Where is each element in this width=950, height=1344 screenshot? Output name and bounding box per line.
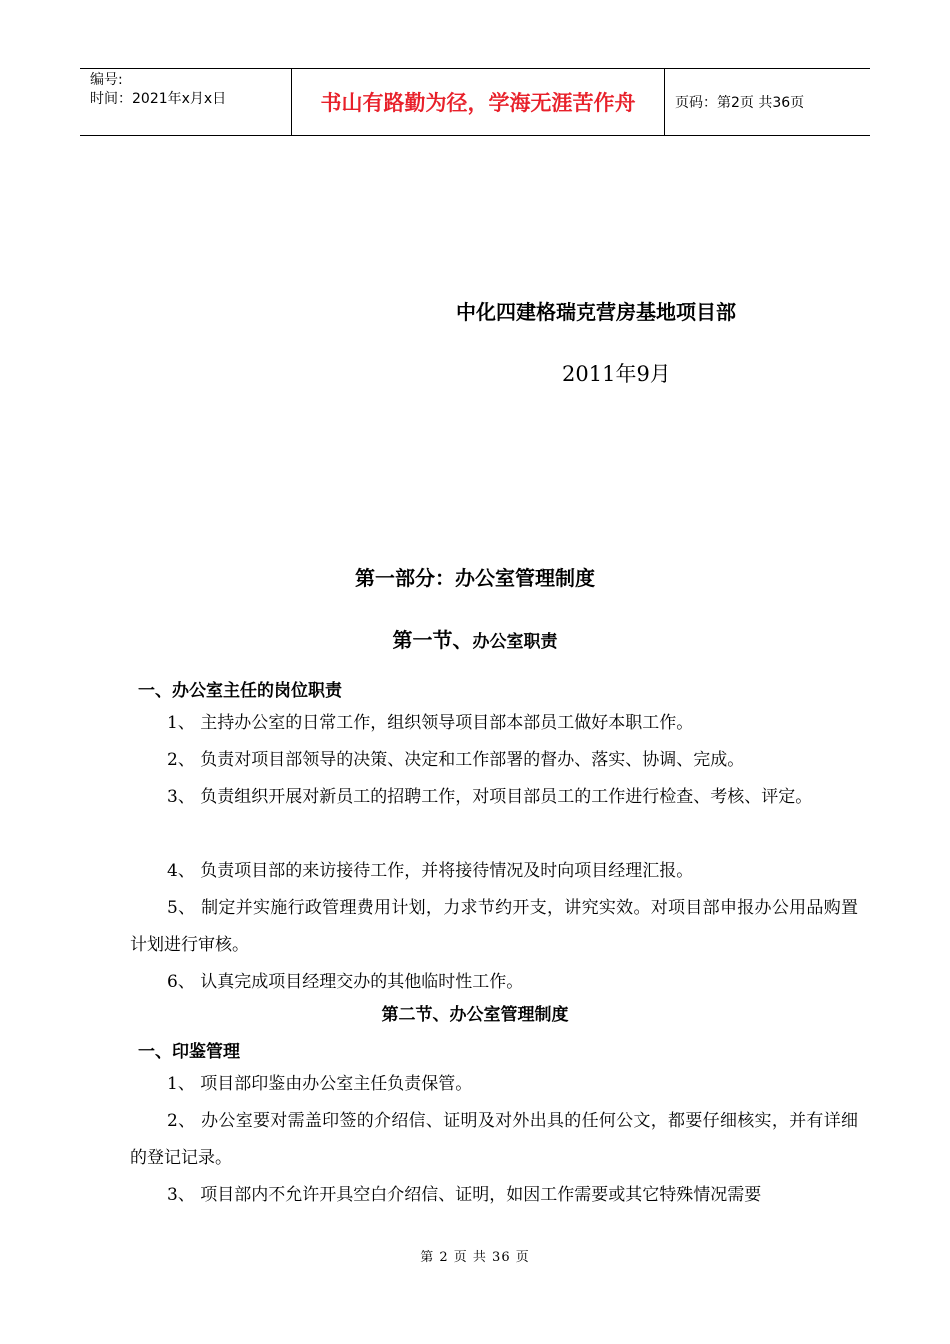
cover-date: 2011年9月 — [562, 362, 671, 386]
section2-item-1: 1、 项目部印鉴由办公室主任负责保管。 — [167, 1074, 473, 1094]
section2-title: 第二节、办公室管理制度 — [381, 1005, 569, 1025]
section1-item-3: 3、 负责组织开展对新员工的招聘工作，对项目部员工的工作进行检查、考核、评定。 — [167, 787, 813, 807]
section1-title-number: 第一节、 — [392, 628, 473, 652]
header-page-info: 页码：第2页 共36页 — [665, 69, 871, 136]
section1-item-4: 4、 负责项目部的来访接待工作，并将接待情况及时向项目经理汇报。 — [167, 861, 694, 881]
section1-item-2: 2、 负责对项目部领导的决策、决定和工作部署的督办、落实、协调、完成。 — [167, 750, 745, 770]
cover-organization: 中化四建格瑞克营房基地项目部 — [456, 300, 736, 324]
section1-item-6: 6、 认真完成项目经理交办的其他临时性工作。 — [167, 972, 524, 992]
page-header — [80, 68, 870, 136]
header-number-label: 编号: — [90, 72, 123, 88]
section1-title — [0, 624, 950, 653]
section1-item-5: 5、 制定并实施行政管理费用计划，力求节约开支，讲究实效。对项目部申报办公用品购置计划进行审核。 — [130, 898, 858, 955]
page-footer: 第 2 页 共 36 页 — [420, 1250, 530, 1265]
section1-subheading: 一、办公室主任的岗位职责 — [138, 681, 342, 701]
section1-title-text: 办公室职责 — [472, 632, 558, 652]
header-meta-cell — [80, 69, 292, 136]
section2-item-3: 3、 项目部内不允许开具空白介绍信、证明，如因工作需要或其它特殊情况需要 — [167, 1185, 762, 1205]
header-time-label: 时间：2021年x月x日 — [90, 91, 227, 107]
header-motto: 书山有路勤为径，学海无涯苦作舟 — [292, 69, 665, 136]
section2-subheading: 一、印鉴管理 — [138, 1042, 240, 1062]
section2-item-2: 2、 办公室要对需盖印签的介绍信、证明及对外出具的任何公文，都要仔细核实，并有详细的登记记录。 — [130, 1111, 858, 1168]
section1-item-1: 1、 主持办公室的日常工作，组织领导项目部本部员工做好本职工作。 — [167, 713, 694, 733]
part-title: 第一部分：办公室管理制度 — [355, 566, 595, 590]
